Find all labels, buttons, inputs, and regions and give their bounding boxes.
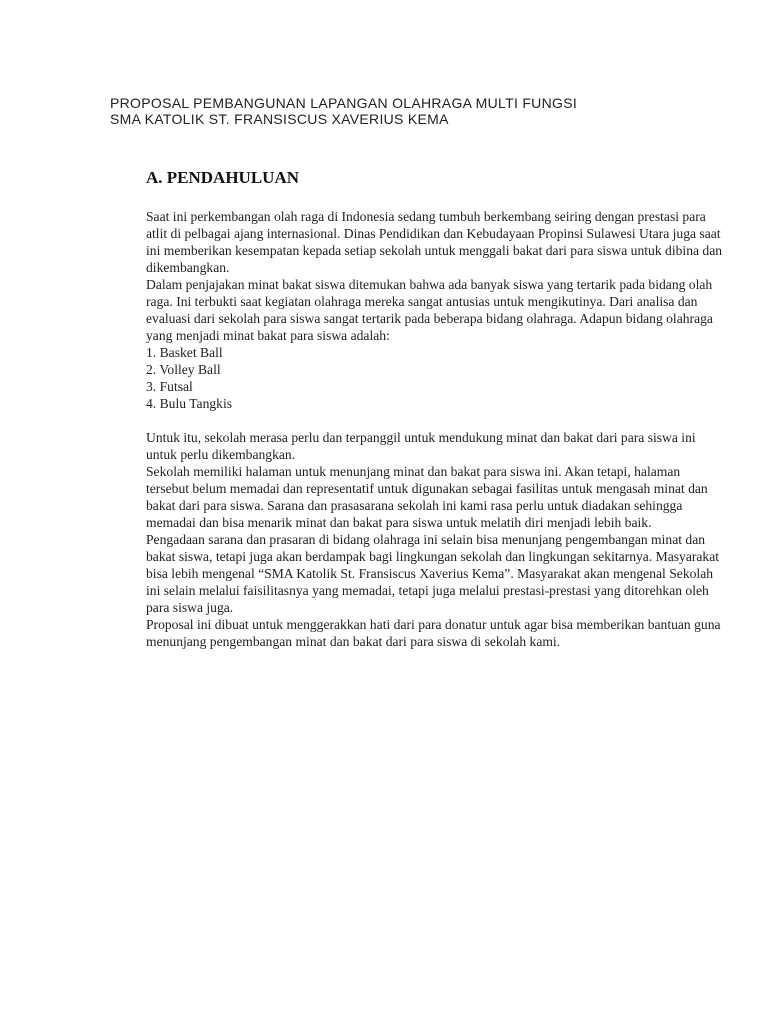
list-item: 2. Volley Ball	[146, 362, 221, 377]
paragraph: Saat ini perkembangan olah raga di Indonesia sedang tumbuh berkembang seiring dengan prestasi para atlit di pelbagai ajang internasional. Dinas Pendidikan dan Kebudayaan Propinsi Sulawesi Utara juga saat ini memberikan kesempatan kepada setiap sekolah untuk menggali bakat dari para siswa untuk dibina dan dikembangkan.	[146, 209, 723, 275]
section-heading: A. PENDAHULUAN	[146, 168, 299, 187]
paragraph: Proposal ini dibuat untuk menggerakkan hati dari para donatur untuk agar bisa memberikan bantuan guna menunjang pengembangan minat dan bakat dari para siswa di sekolah kami.	[146, 617, 721, 649]
paragraph: Dalam penjajakan minat bakat siswa ditemukan bahwa ada banyak siswa yang tertarik pada bidang olah raga. Ini terbukti saat kegiatan olahraga mereka sangat antusias untuk mengikutinya. Dari analisa dan evaluasi dari sekolah para siswa sangat tertarik pada beberapa bidang olahraga. Adapun bidang olahraga yang menjadi minat bakat para siswa adalah:	[146, 277, 713, 343]
list-item: 1. Basket Ball	[146, 345, 223, 360]
list-item: 4. Bulu Tangkis	[146, 396, 233, 411]
document-title	[110, 95, 577, 127]
paragraph: Sekolah memiliki halaman untuk menunjang minat dan bakat para siswa ini. Akan tetapi, halaman tersebut belum memadai dan representatif untuk digunakan sebagai fasilitas untuk mengasah minat dan bakat dari para siswa. Sarana dan prasasarana sekolah ini kami rasa perlu untuk diadakan sehingga memadai dan bisa menarik minat dan bakat para siswa untuk melatih diri menjadi lebih baik.	[146, 464, 708, 530]
paragraph: Pengadaan sarana dan prasaran di bidang olahraga ini selain bisa menunjang pengembangan minat dan bakat siswa, tetapi juga akan berdampak bagi lingkungan sekolah dan lingkungan sekitarnya. Masyarakat bisa lebih mengenal “SMA Katolik St. Fransiscus Xaverius Kema”. Masyarakat akan mengenal Sekolah ini selain melalui faisilitasnya yang memadai, tetapi juga melalui prestasi-prestasi yang ditorehkan oleh para siswa juga.	[146, 532, 720, 615]
paragraph: Untuk itu, sekolah merasa perlu dan terpanggil untuk mendukung minat dan bakat dari para siswa ini untuk perlu dikembangkan.	[146, 430, 696, 462]
section-body	[146, 208, 726, 650]
list-item: 3. Futsal	[146, 379, 193, 394]
title-line-1: PROPOSAL PEMBANGUNAN LAPANGAN OLAHRAGA MULTI FUNGSI	[110, 95, 578, 111]
title-line-2: SMA KATOLIK ST. FRANSISCUS XAVERIUS KEMA	[110, 111, 449, 127]
sport-list	[146, 344, 726, 412]
paragraph-spacer	[146, 412, 726, 429]
